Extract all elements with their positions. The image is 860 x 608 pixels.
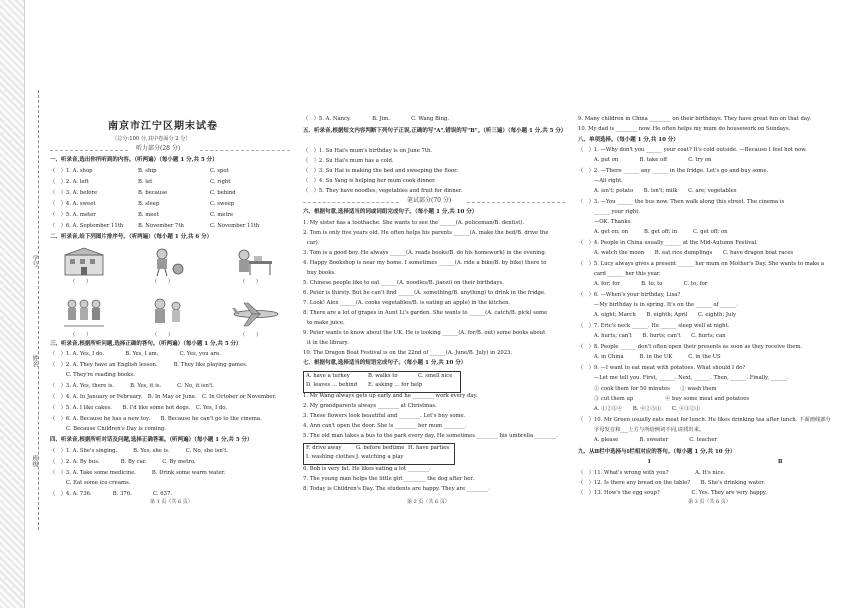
question-line: （ ）5. They have noodles, vegetables and fruit for dinner. [303,188,463,194]
question-line: A. isn't; potato B. isn't; milk C. are; vegetables [578,188,737,194]
question-line: 6. Peter is thirsty. But he can't find ______(A. something/B. anything) to drink in the fridge. [303,290,546,296]
question-line: 1. My sister has a toothache. She wants to see the ______(A. policeman/B. dentist). [303,220,525,226]
question-line: buy books. [307,270,336,276]
page-number: 第 2 页（共 6 页） [407,499,450,505]
student-id-label: 学号 [31,255,38,267]
question-line: （ ）13. How's the egg soup? C. Yes. They are very happy. [578,490,767,496]
question-line: （ ）1. —Why don't you ______ your coat? It's cold outside. —Because I feel hot now. [578,147,807,153]
option-b: B. ship [138,168,157,174]
option-c: C. November 11th [210,223,260,229]
question-line: （ ）6. —When's your birthday, Lisa? [578,292,681,298]
question-line: C. Eat some ice creams. [50,480,131,486]
question-line: 1. Mr Wang always gets up early and he ________ work every day. [303,393,478,399]
word-bank-item: J. watching a play [356,454,404,460]
word-bank-item: D. leaves ... behind [306,382,358,388]
question-line: （ ）10. Mr Green usually eats meat for lunch. He likes drinking tea after lunch. 下面画线部分 [578,417,831,423]
question-line: （ ）4. People in China usually ______ at the Mid-Autumn Festival. [578,240,758,246]
section-4-heading: 四、听录音,根据所听对话及问题,选择正确答案。（听两遍）（每小题 1 分,共 5 分） [50,437,253,443]
question-line: （ ）1. Su Hai's mum's birthday is on June 7th. [303,148,433,154]
question-line: car). [307,240,320,246]
section-3-heading: 三、听录音,根据所听问题,选择正确的答句。（听两遍）（每小题 1 分,共 5 分） [50,341,242,347]
question-line: （ ）4. A. 736. B. 376. C. 637. [50,491,173,497]
question-line: （ ）3. A. Yes, there is. B. Yes, it is. C. No, it isn't. [50,383,215,389]
answer-blank[interactable]: （ ） [70,332,92,338]
list-item: （ ）2. A. left [50,179,89,185]
question-line: （ ）12. Is there any bread on the table? B. She's drinking water. [578,480,765,486]
exam-subtitle: （总分:100 分,其中卷面分 2 分） [112,136,191,142]
list-item: （ ）3. A. before [50,190,98,196]
question-line: （ ）1. A. Yes, I do. B. Yes, I am. C. Yes, you are. [50,351,221,357]
list-item: （ ）4. A. sweet [50,201,96,207]
question-line: 字母发音和___上方与所给例词不同,请找出来。 [578,427,705,433]
question-line: to make juice. [307,320,345,326]
word-bank-item: E. asking ... for help [368,382,423,388]
option-b: B. November 7th [138,223,184,229]
airplane-picture [230,300,282,330]
band-divider [200,150,290,151]
question-line: （ ）4. Su Yang is helping her mum cook dinner. [303,178,436,184]
question-line: 6. Bob is very fat. He likes eating a lot ________. [303,466,431,472]
answer-blank[interactable]: （ ） [70,279,92,285]
question-line: （ ）5. A. I like cakes. B. I'd like some hot dogs. C. Yes, I do. [50,405,228,411]
question-line: （ ）1. A. She's singing. B. Yes, she is. C. No, she isn't. [50,448,229,454]
option-b: B. let [138,179,153,185]
question-line: —My birthday is in spring. It's on the ______ of ______. [578,302,738,308]
option-c: C. sweep [210,201,235,207]
answer-blank[interactable]: （ ） [152,332,174,338]
word-bank-item: H. have parties [408,445,450,451]
section-8-heading: 八、单项选择。（每小题 1 分,共 10 分） [578,137,679,143]
question-line: 7. The young man helps the little girl ________ the dog after her. [303,476,475,482]
question-line: A. eight; March B. eighth; April C. eighth; July [578,312,737,318]
page-number: 第 3 页（共 6 页） [688,499,731,505]
word-bank-item: I. washing clothes [306,454,355,460]
word-bank-item: G. before bedtime [356,445,405,451]
question-line: A. please B. sweater C. teacher [578,437,717,443]
list-item: （ ）6. A. September 11th [50,223,124,229]
question-line: （ ）11. What's wrong with you? A. It's nice. [578,470,726,476]
question-line: —All right. [578,178,623,184]
question-line: C. They're reading books. [50,372,135,378]
question-line: 4. Happy Bookshop is near my home. I sometimes ______(A. ride a bike/B. by bike) there to [303,260,547,266]
question-line: 2. My grandparents always ________ at Christmas. [303,403,437,409]
question-line: 5. Chinese people like to eat ______(A. noodles/B. jiaozi) on their birthdays. [303,280,504,286]
section-2-heading: 二、听录音,给下列图片排序号。（听两遍）（每小题 1 分,共 6 分） [50,234,213,240]
option-b: B. sleep [138,201,160,207]
question-line: A. ①②③④ B. ④②③① C. ④③②① [578,406,701,412]
question-line: （ ）2. —There ______ any ______ in the fridge. Let's go and buy some. [578,168,769,174]
question-line: （ ）2. Su Hai's mum has a cold. [303,158,394,164]
question-line: 8. Today is Children's Day. The students are happy. They are ________. [303,486,490,492]
listening-band-label: 听力部分(28 分) [136,145,181,152]
section-7-heading: 七、根据句意,选择适当的短语完成句子。（每小题 1 分,共 10 分） [303,360,467,366]
question-line: 10. The Dragon Boat Festival is on the 22nd of ______(A. June/B. July) in 2023. [303,350,513,356]
question-line: 3. These flowers look beautiful and ________. Let's buy some. [303,413,466,419]
question-line: 9. Peter wants to know about the UK. He is looking ______(A. for/B. out) some books about [303,330,546,336]
list-item: （ ）5. A. meter [50,212,96,218]
question-line: card ______ her this year. [578,271,661,277]
question-line: A. put on B. take off C. try on [578,157,712,163]
question-line: （ ）2. A. By bus. B. By car. C. By metro. [50,459,196,465]
question-line: 7. Look! Alex ______(A. cooks vegetables/B. is eating an apple) in the kitchen. [303,300,511,306]
question-line: ______ your right. [578,209,641,215]
question-line: （ ）4. A. In January or February. B. In May or June. C. In October or November. [50,394,277,400]
word-bank-box [303,371,461,393]
question-line: （ ）8. People ______ don't often open their presents as soon as they receive them. [578,344,803,350]
question-line: A. hurts; can't B. hurts; can't C. hurts; can [578,333,726,339]
answer-blank[interactable]: （ ） [240,279,262,285]
question-line: it in the library. [307,340,349,346]
exam-title: 南京市江宁区期末试卷 [108,121,218,132]
kids-group-picture [62,296,106,330]
page-column-1 [50,0,290,608]
question-line: （ ）3. Su Hai is making the bed and sweeping the floor. [303,168,458,174]
class-label: 班级 [31,455,38,467]
page-number: 第 1 页（共 6 页） [150,499,193,505]
student-name-label: 姓名 [31,355,38,367]
word-bank-item: F. drive away [306,445,342,451]
question-line: （ ）6. A. Because he has a new toy. B. Because he can't go to the cinema. [50,416,262,422]
question-line: —Let me tell you. First, ______. Next, ______. Then, ______. Finally, ______. [578,375,789,381]
question-line: （ ）3. A. Take some medicine. B. Drink some warm water. [50,470,226,476]
question-line: （ ）9. —I want to eat meat with potatoes. What should I do? [578,365,746,371]
section-6-heading: 六、根据句意,选择适当的词或词组完成句子。（每小题 1 分,共 10 分） [303,209,478,215]
answer-blank[interactable]: （ ） [240,332,262,338]
answer-blank[interactable]: （ ） [152,279,174,285]
question-line: A. for; for B. to; to C. to; for [578,281,708,287]
question-line: 4. Ann can't open the door. She is ________ her mum ________. [303,423,467,429]
section-5-heading: 五、听录音,根据短文内容判断下列句子正误,正确的写"A",错误的写"B"。（听三遍）（每小题 1 分,共 5 分） [303,128,567,134]
option-c: C. right [210,179,231,185]
question-line: 8. There are a lot of grapes in Aunt Li's garden. She wants to ______(A. catch/B. pick) some [303,310,548,316]
question-line: 9. Many children in China ________ on their birthdays. They have great fun on that day. [578,116,811,122]
band-divider [467,202,565,203]
question-line: C. Because Children's Day is coming. [50,426,166,432]
word-bank-item: A. have a turkey [306,373,350,379]
student-info-strip [26,90,46,530]
question-line: A. watch the moon B. eat rice dumplings C. have dragon boat races [578,250,794,256]
option-c: C. metre [210,212,234,218]
binding-margin [0,0,25,608]
question-line: （ ）7. Eric's neck ______. He ______ sleep well at night. [578,323,730,329]
boy-playing-picture [148,247,188,277]
question-line: ① cook them for 50 minutes ② wash them [578,386,717,392]
question-line: A. in China B. in the UK C. in the US [578,354,721,360]
page-column-2 [303,0,565,608]
option-b: B. because [138,190,168,196]
question-line: 3. Tom is a good boy. He always ______(A. reads books/B. do his homework) in the evening. [303,250,547,256]
written-band-label: 笔试部分(70 分) [407,197,452,204]
word-bank-item: C. smell nice [418,373,453,379]
list-item: （ ）1. A. shop [50,168,93,174]
band-divider [303,202,399,203]
question-line: 5. The old man takes a bus to the park every day. He sometimes ________ his umbrella ________. [303,433,558,439]
question-line: ③ cut them up ④ buy some meat and potatoes [578,396,750,402]
question-line: （ ）3. —You ______ the bus now. Then walk along this street. The cinema is [578,199,785,205]
column-ii-header: Ⅱ [778,459,783,465]
question-line: A. get on; on B. get off; in C. get off; on [578,229,728,235]
option-c: C. spot [210,168,229,174]
option-c: C. behind [210,190,236,196]
band-divider [50,150,128,151]
section-1-heading: 一、听录音,选出你所听到的内容。（听两遍）（每小题 1 分,共 5 分） [50,157,218,163]
word-bank-item: B. walks to [368,373,398,379]
family-picture [148,296,188,330]
word-bank-box [303,443,455,465]
question-line: —OK. Thanks. [578,219,632,225]
question-line: （ ）2. A. They have an English lesson. B. They like playing games. [50,362,248,368]
girl-at-desk-picture [234,247,274,277]
column-i-header: Ⅰ [648,459,651,465]
section-9-heading: 九、从Ⅱ栏中选择与Ⅰ栏相对应的答句。（每小题 1 分,共 10 分） [578,449,736,455]
question-line: （ ）5. A. Nancy. B. Jim. C. Wang Bing. [303,116,450,122]
question-line: 10. My dad is ________ now. He often helps my mum do housework on Sundays. [578,126,791,132]
school-building-picture [62,247,106,277]
page-column-3 [578,0,846,608]
question-line: （ ）5. Lucy always gives a present ______ her mum on Mother's Day. She wants to make a [578,261,825,267]
option-b: B. meet [138,212,159,218]
question-line: 2. Tom is only five years old. He often helps his parents ______(A. make the bed/B. drive the [303,230,549,236]
